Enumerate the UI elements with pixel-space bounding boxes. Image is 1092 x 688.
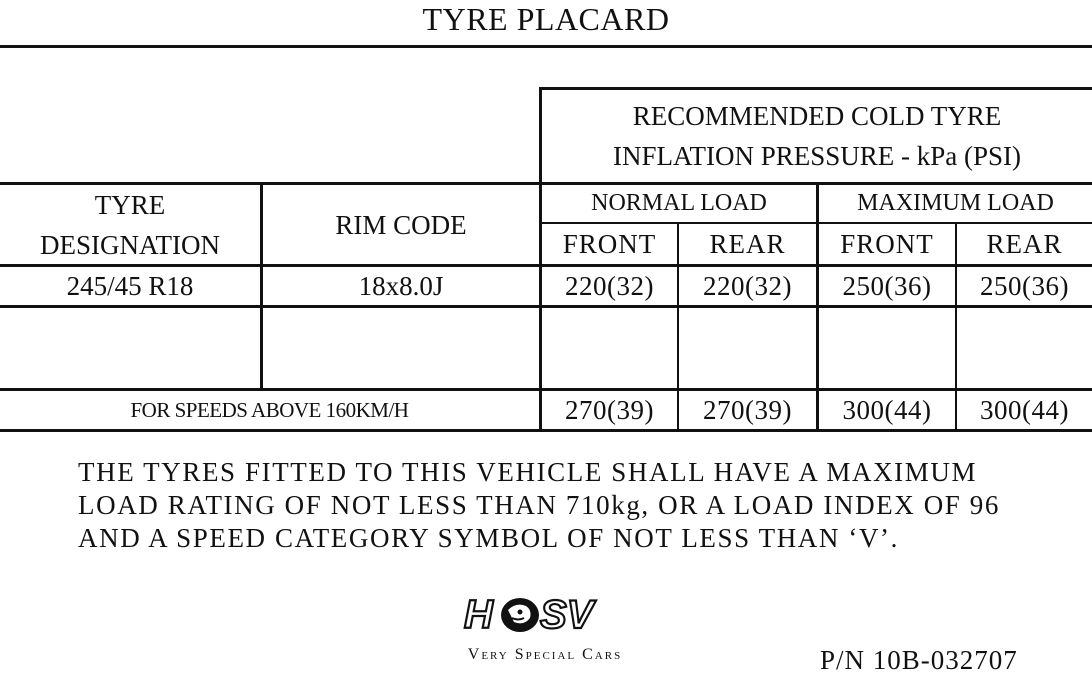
table-rule <box>0 429 1092 432</box>
column-header-normal-front: FRONT <box>562 228 657 259</box>
maximum-load-header: MAXIMUM LOAD <box>857 190 1054 216</box>
tyre-designation-line-1: TYRE <box>94 189 166 220</box>
notice-line-3: AND A SPEED CATEGORY SYMBOL OF NOT LESS THAN ‘V’. <box>78 523 899 553</box>
row-2-rim-code <box>263 308 539 388</box>
load-rating-notice <box>78 456 1018 555</box>
row-2-tyre-designation <box>0 308 260 388</box>
part-number: P/N 10B-032707 <box>820 645 1018 675</box>
recommended-line-1: RECOMMENDED COLD TYRE <box>632 101 1002 131</box>
recommended-line-2: INFLATION PRESSURE - kPa (PSI) <box>612 141 1022 171</box>
high-speed-max-rear: 300(44) <box>980 394 1069 425</box>
high-speed-label: FOR SPEEDS ABOVE 160KM/H <box>130 397 409 422</box>
notice-line-2: LOAD RATING OF NOT LESS THAN 710kg, OR A LOAD INDEX OF 96 <box>78 490 1000 520</box>
high-speed-normal-front: 270(39) <box>565 394 654 425</box>
logo-tagline: Very Special Cars <box>467 646 623 663</box>
svg-text:SV: SV <box>540 593 594 637</box>
row-1-tyre-designation: 245/45 R18 <box>66 271 194 301</box>
placard-title: TYRE PLACARD <box>422 1 670 37</box>
hsv-logo <box>460 588 640 640</box>
lion-head-icon <box>501 598 539 632</box>
title-divider <box>0 45 1092 48</box>
column-header-max-front: FRONT <box>840 228 934 259</box>
rim-code-header: RIM CODE <box>335 209 467 240</box>
notice-line-1: THE TYRES FITTED TO THIS VEHICLE SHALL HAVE A MAXIMUM <box>78 457 978 487</box>
row-1-normal-rear: 220(32) <box>703 270 792 301</box>
row-1-rim-code: 18x8.0J <box>358 271 444 301</box>
column-header-max-rear: REAR <box>986 228 1063 259</box>
recommended-pressure-header <box>542 90 1092 182</box>
tyre-designation-header <box>0 185 260 264</box>
row-1-max-rear: 250(36) <box>980 270 1069 301</box>
tyre-designation-line-2: DESIGNATION <box>40 229 220 260</box>
svg-text:H: H <box>464 593 493 637</box>
row-1-max-front: 250(36) <box>842 270 932 301</box>
high-speed-normal-rear: 270(39) <box>703 394 792 425</box>
row-1-normal-front: 220(32) <box>565 270 654 301</box>
high-speed-max-front: 300(44) <box>842 394 932 425</box>
normal-load-header: NORMAL LOAD <box>591 190 767 216</box>
column-header-normal-rear: REAR <box>709 228 786 259</box>
